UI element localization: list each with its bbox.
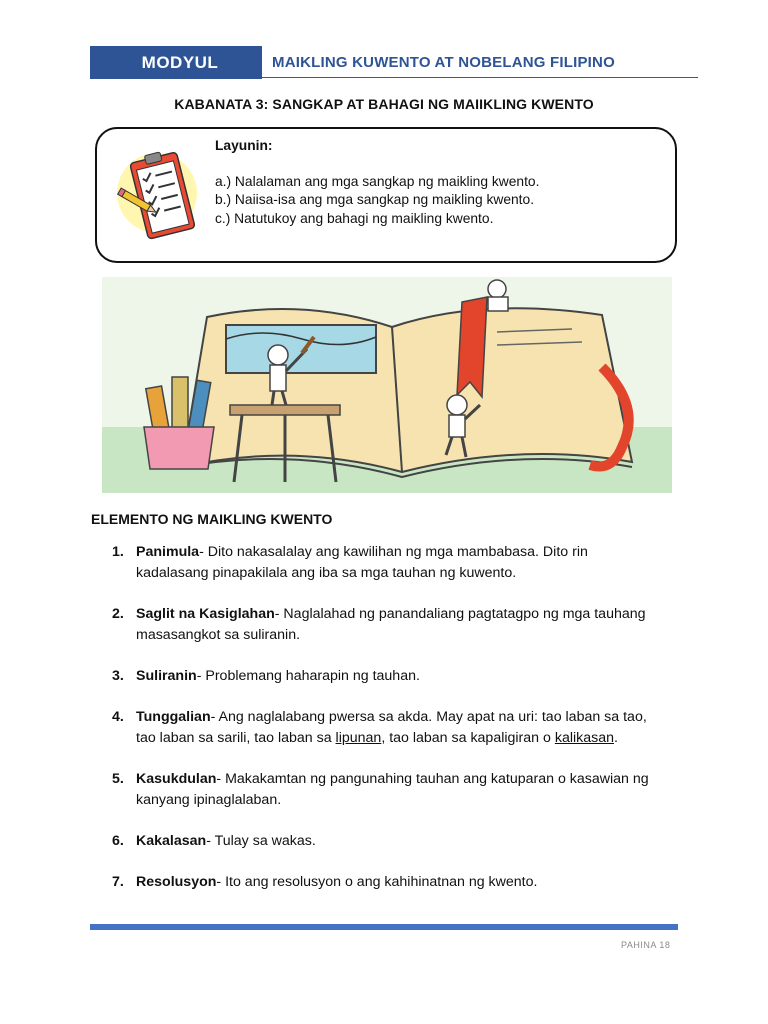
item-number: 3. — [112, 668, 124, 684]
clipboard-checklist-icon — [111, 143, 211, 247]
item-number: 2. — [112, 606, 124, 622]
objective-item: c.) Natutukoy ang bahagi ng maikling kwento. — [215, 210, 494, 226]
module-header — [90, 46, 698, 79]
item-desc: kadalasang pinapakilala ang iba sa mga tauhan ng kuwento. — [136, 565, 517, 581]
list-item — [112, 769, 692, 811]
list-item — [112, 707, 692, 749]
item-desc: - Ito ang resolusyon o ang kahihinatnan ng kwento. — [216, 874, 538, 890]
list-item — [112, 872, 692, 893]
objective-item: a.) Nalalaman ang mga sangkap ng maikling kwento. — [215, 173, 540, 189]
list-item — [112, 604, 692, 646]
item-desc: . — [614, 730, 618, 746]
list-item — [112, 831, 692, 852]
module-title: MAIKLING KUWENTO AT NOBELANG FILIPINO — [272, 54, 615, 71]
underlined-term: lipunan — [335, 730, 382, 746]
header-rule — [262, 77, 698, 78]
objective-item: b.) Naiisa-isa ang mga sangkap ng maikling kwento. — [215, 192, 535, 207]
list-item — [112, 666, 692, 687]
item-desc: kanyang ipinaglalaban. — [136, 792, 282, 808]
footer-bar — [90, 924, 678, 930]
item-term: Panimula — [136, 544, 200, 560]
objectives-heading: Layunin: — [215, 138, 273, 153]
item-number: 7. — [112, 874, 124, 890]
item-term: Kasukdulan — [136, 771, 217, 787]
item-term: Tunggalian — [136, 709, 211, 725]
page-number: PAHINA 18 — [621, 940, 671, 950]
item-number: 5. — [112, 771, 124, 787]
item-desc: - Dito nakasalalay ang kawilihan ng mga mambabasa. Dito rin — [199, 544, 588, 560]
item-number: 1. — [112, 544, 124, 560]
item-term: Kakalasan — [136, 833, 207, 849]
item-desc: - Naglalahad ng panandaliang pagtatagpo ng mga tauhang — [274, 606, 646, 622]
item-term: Suliranin — [136, 668, 197, 684]
item-desc: - Makakamtan ng pangunahing tauhan ang katuparan o kasawian ng — [216, 771, 649, 787]
module-tag: MODYUL — [90, 46, 262, 79]
underlined-term: kalikasan — [554, 730, 614, 746]
item-desc: masasangkot sa suliranin. — [136, 627, 301, 643]
item-desc: , tao laban sa kapaligiran o — [381, 730, 555, 746]
item-term: Saglit na Kasiglahan — [136, 606, 275, 622]
item-desc: - Tulay sa wakas. — [206, 833, 316, 849]
item-term: Resolusyon — [136, 874, 217, 890]
list-item — [112, 542, 692, 584]
item-desc: - Ang naglalabang pwersa sa akda. May apat na uri: tao laban sa tao, — [210, 709, 647, 725]
book-with-figures-illustration — [102, 277, 672, 493]
item-number: 6. — [112, 833, 124, 849]
item-desc: - Problemang haharapin ng tauhan. — [196, 668, 420, 684]
item-number: 4. — [112, 709, 124, 725]
item-desc: tao laban sa sarili, tao laban sa — [136, 730, 336, 746]
elements-list — [112, 542, 692, 893]
objectives-text — [215, 137, 539, 228]
chapter-title: KABANATA 3: SANGKAP AT BAHAGI NG MAIIKLING KWENTO — [174, 96, 594, 112]
elements-title: ELEMENTO NG MAIKLING KWENTO — [91, 511, 333, 527]
objectives-box — [95, 127, 677, 263]
